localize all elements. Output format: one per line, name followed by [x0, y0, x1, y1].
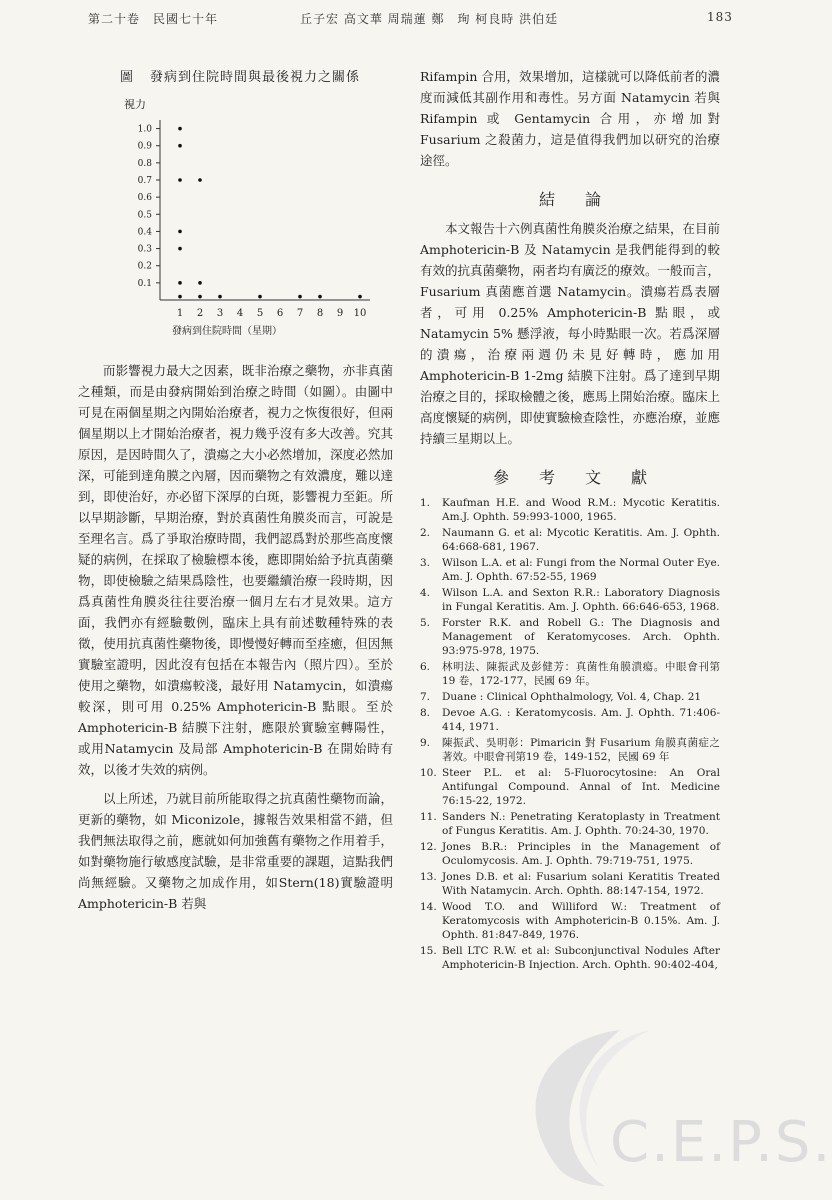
- reference-text: Forster R.K. and Robell G.: The Diagnosis and Management of Keratomycoses. Arch. Ophth. 93:975-978, 1975.: [442, 617, 720, 657]
- data-point: [178, 295, 182, 299]
- x-tick-label: 9: [336, 308, 344, 319]
- y-tick-label: 0.8: [137, 158, 152, 169]
- reference-text: Jones D.B. et al: Fusarium solani Keratitis Treated With Natamycin. Arch. Ophth. 88:147-154, 1972.: [442, 871, 720, 897]
- data-point: [178, 247, 182, 251]
- reference-text: Naumann G. et al: Mycotic Keratitis. Am. J. Ophth. 64:668-681, 1967.: [442, 527, 720, 553]
- scatter-chart: [110, 60, 400, 350]
- y-tick-label: 0.4: [137, 227, 152, 238]
- reference-item: [420, 766, 720, 808]
- reference-number: 5.: [420, 617, 431, 629]
- paragraph: 而影響視力最大之因素，既非治療之藥物，亦非真菌之種類，而是由發病開始到治療之時間（如圖）。由圖中可見在兩個星期之內開始治療者，視力之恢復很好，但兩個星期以上才開始治療者，視力幾乎沒有多大改善。究其原因，是因時間久了，潰瘍之大小必然增加，深度必然加深，可能到達角膜之內層，因而藥物之有效濃度，難以達到，即使治好，亦必留下深厚的白斑，影響視力至鉅。所以早期診斷，早期治療，對於真菌性角膜炎而言，可說是至理名言。爲了爭取治療時間，我們認爲對於那些高度懷疑的病例，在採取了檢驗標本後，應即開始給予抗真菌藥物，即使檢驗之結果爲陰性，也要繼續治療一段時期，因爲真菌性角膜炎往往要治療一個月左右才見效果。這方面，我們亦有經驗數例，臨床上具有前述數種特殊的表徵，使用抗真菌性藥物後，即慢慢好轉而至痊癒，但因無實驗室證明，因此沒有包括在本報告內（照片四）。至於使用之藥物，如潰瘍較淺，最好用 Natamycin，如潰瘍較深，則可用 0.25% Amphotericin-B 點眼。至於 Amphotericin-B 結膜下注射，應限於實驗室轉陽性，或用Natamycin 及局部 Amphotericin-B 在開始時有效，以後才失效的病例。: [78, 363, 393, 777]
- reference-item: [420, 736, 720, 764]
- x-tick-label: 7: [296, 308, 304, 319]
- reference-number: 12.: [420, 841, 437, 853]
- reference-number: 15.: [420, 945, 437, 957]
- left-column-text: [78, 360, 393, 914]
- x-tick-label: 10: [353, 308, 367, 319]
- data-point: [198, 281, 202, 285]
- data-point: [178, 281, 182, 285]
- reference-number: 9.: [420, 737, 431, 749]
- x-tick-label: 2: [196, 308, 204, 319]
- reference-text: Jones B.R.: Principles in the Management of Oculomycosis. Am. J. Ophth. 79:719-751, 1975.: [442, 841, 720, 867]
- data-point: [258, 295, 262, 299]
- reference-text: Steer P.L. et al: 5-Fluorocytosine: An Oral Antifungal Compound. Annal of Int. Medicine 76:15-22, 1972.: [442, 767, 720, 807]
- right-column: [420, 66, 720, 974]
- reference-number: 11.: [420, 811, 437, 823]
- reference-text: Kaufman H.E. and Wood R.M.: Mycotic Keratitis. Am.J. Ophth. 59:993-1000, 1965.: [442, 497, 720, 523]
- data-point: [318, 295, 322, 299]
- y-tick-label: 0.3: [137, 244, 152, 255]
- data-point: [178, 127, 182, 131]
- reference-text: Wood T.O. and Williford W.: Treatment of Keratomycosis with Amphotericin-B 0.15%. Am. J. Ophth. 81:847-849, 1976.: [442, 901, 720, 941]
- conclusion-paragraph: 本文報告十六例真菌性角膜炎治療之結果，在目前 Amphotericin-B 及 Natamycin 是我們能得到的較有效的抗真菌藥物，兩者均有廣泛的療效。一般而言，Fusarium 真菌應首選 Natamycin。潰瘍若爲表層者，可用 0.25% Amphotericin-B 點眼，或 Natamycin 5% 懸浮液，每小時點眼一次。若爲深層的潰瘍，治療兩週仍未見好轉時，應加用Amphotericin-B 1-2mg 結膜下注射。爲了達到早期治療之目的，採取檢體之後，應馬上開始治療。臨床上高度懷疑的病例，即使實驗檢查陰性，亦應治療，並應持續三星期以上。: [420, 221, 721, 446]
- reference-number: 3.: [420, 557, 431, 569]
- reference-list: [420, 496, 720, 972]
- y-tick-label: 0.5: [137, 210, 152, 221]
- reference-text: Sanders N.: Penetrating Keratoplasty in Treatment of Fungus Keratitis. Am. J. Ophth. 70:24-30, 1970.: [442, 811, 720, 837]
- reference-number: 4.: [420, 587, 431, 599]
- page-number: 183: [707, 10, 733, 24]
- reference-item: [420, 526, 720, 554]
- data-point: [178, 178, 182, 182]
- reference-item: [420, 900, 720, 942]
- data-point: [218, 295, 222, 299]
- reference-item: [420, 616, 720, 658]
- paragraph: 以上所述，乃就目前所能取得之抗真菌性藥物而論，更新的藥物，如 Miconizole，據報告效果相當不錯，但我們無法取得之前，應就如何加強舊有藥物之作用着手，如對藥物施行敏感度試驗，是非常重要的課題，這點我們尚無經驗。又藥物之加成作用，如Stern(18)實驗證明 Amphotericin-B 若與: [78, 791, 393, 911]
- reference-item: [420, 690, 720, 704]
- conclusion-heading: 結論: [538, 190, 631, 209]
- reference-item: [420, 706, 720, 734]
- x-tick-label: 3: [216, 308, 224, 319]
- reference-number: 14.: [420, 901, 437, 913]
- paragraph-intro: Rifampin 合用，效果增加，這樣就可以降低前者的濃度而減低其副作用和毒性。另方面 Natamycin 若與 Rifampin 或 Gentamycin 合用，亦增加對 Fusarium 之殺菌力，這是值得我們加以研究的治療途徑。: [420, 69, 720, 168]
- y-tick-label: 0.7: [137, 176, 152, 186]
- reference-item: [420, 840, 720, 868]
- reference-text: Devoe A.G. : Keratomycosis. Am. J. Ophth. 71:406-414, 1971.: [442, 707, 720, 733]
- reference-number: 2.: [420, 527, 431, 539]
- y-axis-label: 視力: [124, 98, 146, 111]
- y-tick-label: 1.0: [137, 124, 152, 135]
- x-axis-label: 發病到住院時間（星期）: [172, 326, 282, 337]
- watermark-text: C.E.P.S.: [610, 1110, 832, 1175]
- reference-number: 6.: [420, 661, 431, 673]
- reference-text: Duane : Clinical Ophthalmology, Vol. 4, Chap. 21: [442, 691, 702, 703]
- reference-text: Wilson L.A. et al: Fungi from the Normal Outer Eye. Am. J. Ophth. 67:52-55, 1969: [442, 557, 720, 583]
- reference-number: 8.: [420, 707, 431, 719]
- running-header-authors: 丘子宏 高文華 周瑞蓮 鄭 珣 柯良時 洪伯廷: [300, 12, 559, 26]
- reference-item: [420, 810, 720, 838]
- y-tick-label: 0.2: [137, 261, 152, 272]
- reference-text: Bell LTC R.W. et al: Subconjunctival Nodules After Amphotericin-B Injection. Arch. Ophth. 90:402-404,: [442, 945, 720, 971]
- x-tick-label: 5: [256, 308, 264, 319]
- reference-number: 1.: [420, 497, 431, 509]
- y-tick-label: 0.9: [137, 141, 152, 152]
- data-point: [178, 144, 182, 148]
- x-tick-label: 8: [316, 308, 324, 319]
- y-tick-label: 0.6: [137, 193, 152, 204]
- reference-item: [420, 660, 720, 688]
- running-header-left: 第二十卷 民國七十年: [88, 12, 219, 26]
- figure-title: 發病到住院時間與最後視力之關係: [150, 70, 361, 85]
- reference-item: [420, 870, 720, 898]
- reference-text: 林明法、陳振武及彭健芳：真菌性角膜潰瘍。中眼會刊第 19 卷，172-177，民國 69 年。: [442, 661, 720, 687]
- figure-label: 圖: [120, 70, 135, 85]
- data-point: [358, 295, 362, 299]
- reference-number: 13.: [420, 871, 437, 883]
- reference-item: [420, 944, 720, 972]
- reference-text: Wilson L.A. and Sexton R.R.: Laboratory Diagnosis in Fungal Keratitis. Am. J. Ophth. 66:646-653, 1968.: [442, 587, 720, 613]
- data-point: [298, 295, 302, 299]
- reference-number: 7.: [420, 691, 431, 703]
- reference-item: [420, 556, 720, 584]
- data-point: [178, 230, 182, 234]
- x-tick-label: 6: [276, 308, 284, 319]
- x-tick-label: 4: [236, 308, 244, 319]
- data-point: [198, 178, 202, 182]
- reference-item: [420, 586, 720, 614]
- data-point: [198, 295, 202, 299]
- reference-text: 陳振武、吳明彰：Pimaricin 對 Fusarium 角膜真菌症之著效。中眼會刊第19 卷，149-152，民國 69 年: [442, 737, 720, 763]
- x-tick-label: 1: [176, 308, 184, 319]
- reference-number: 10.: [420, 767, 437, 779]
- references-heading: 參考文獻: [492, 468, 677, 487]
- reference-item: [420, 496, 720, 524]
- y-tick-label: 0.1: [137, 278, 152, 289]
